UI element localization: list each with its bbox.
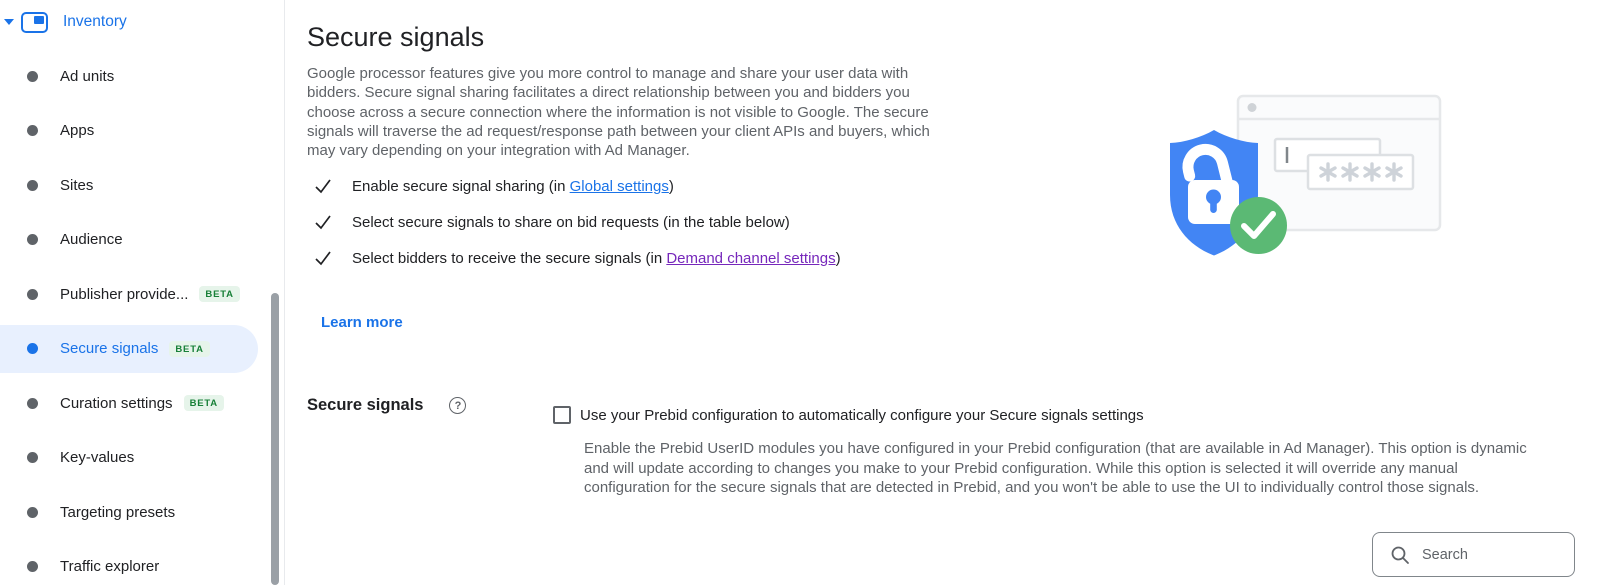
beta-badge: BETA [169,341,209,357]
inventory-sidebar [0,0,285,585]
sidebar-item-traffic-explorer[interactable]: Traffic explorer [0,540,284,585]
section-title: Secure signals [307,396,424,415]
checkmark-icon [313,212,333,232]
expand-caret-icon[interactable] [4,19,14,25]
search-input[interactable] [1422,547,1552,563]
sidebar-item-targeting-presets[interactable]: Targeting presets [0,485,284,540]
sidebar-item-apps[interactable]: Apps [0,104,284,159]
checklist-text: Select bidders to receive the secure signals (in Demand channel settings) [352,249,841,267]
checkmark-icon [313,176,333,196]
sidebar-item-inventory[interactable] [0,0,284,44]
demand-channel-settings-link[interactable]: Demand channel settings [666,249,836,267]
section-body [553,405,1532,497]
bullet-icon [27,398,38,409]
secure-signals-section [307,396,1547,497]
section-header [307,396,553,415]
page-title: Secure signals [307,22,485,52]
check-badge-icon [1230,197,1287,254]
help-icon[interactable]: ? [449,397,466,414]
sidebar-item-audience[interactable]: Audience [0,213,284,268]
bullet-icon [27,71,38,82]
checklist-text: Enable secure signal sharing (in Global settings) [352,177,674,195]
global-settings-link[interactable]: Global settings [569,177,669,195]
bullet-icon [27,507,38,518]
search-icon [1390,545,1410,565]
sidebar-item-secure-signals[interactable]: Secure signals BETA [0,322,284,377]
sidebar-scrollbar[interactable] [271,293,279,585]
beta-badge: BETA [199,286,239,302]
table-search [1372,532,1575,577]
bullet-icon [27,180,38,191]
sidebar-item-key-values[interactable]: Key-values [0,431,284,486]
sidebar-item-curation-settings[interactable]: Curation settings BETA [0,376,284,431]
prebid-config-label: Use your Prebid configuration to automatically configure your Secure signals settings [580,407,1144,425]
beta-badge: BETA [184,395,224,411]
sidebar-items [0,44,284,585]
prebid-config-description: Enable the Prebid UserID modules you have configured in your Prebid configuration (that are available in Ad Manager). This option is dynamic and will update according to changes you make to your Prebid configuration. While this option is selected it will override any manual configuration for the secure signals that are detected in Prebid, and you won't be able to use the UI to individually control those signals. [584,440,1527,497]
secure-signals-illustration [1135,85,1455,269]
sidebar-item-publisher-provided[interactable]: Publisher provide... BETA [0,267,284,322]
sidebar-item-ad-units[interactable]: Ad units [0,49,284,104]
checkmark-icon [313,248,333,268]
learn-more-link[interactable]: Learn more [321,314,403,332]
prebid-config-checkbox[interactable] [553,406,571,424]
sidebar-item-sites[interactable]: Sites [0,158,284,213]
sidebar-root-label: Inventory [63,13,127,30]
prebid-config-option [553,405,1532,426]
inventory-icon [21,12,48,33]
checklist-text: Select secure signals to share on bid requests (in the table below) [352,213,790,231]
password-field-graphic [1308,155,1413,189]
bullet-icon [27,289,38,300]
page-description: Google processor features give you more control to manage and share your user data with bidders. Secure signal sharing facilitates a direct relationship between you and bidders you choose across a secure connection where the information is not visible to Google. The secure signals will traverse the ad request/response path between your client APIs and buyers, which may vary depending on your integration with Ad Manager. [307,65,930,160]
